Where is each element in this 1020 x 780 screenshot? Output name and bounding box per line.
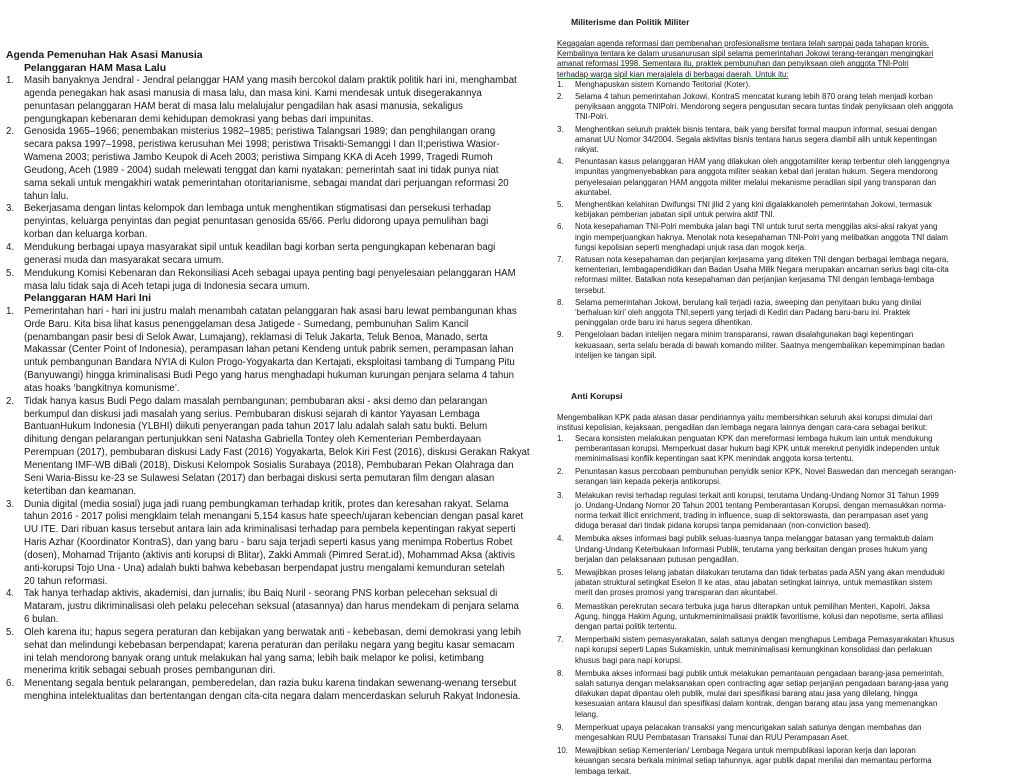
list-item-text-line: sehat dan melindungi kebebasan berpendapat; karena peraturan dan perilaku negara yang begitu kasar semacam <box>24 639 515 651</box>
list-item-text-line: 20 tahun reformasi. <box>24 575 108 587</box>
list-item-number: 3. <box>557 490 564 500</box>
list-item-text-line: Pemerintahan hari - hari ini justru malah menambah catatan pelanggaran hak asasi baru lewat pembangunan khas <box>24 305 517 317</box>
intro-text-line: terhadap warga sipil kian merajalela di berbagai daerah. Untuk itu: <box>557 69 789 79</box>
list-item <box>557 723 980 743</box>
left-column <box>6 50 534 704</box>
list-item-text-line: lelang. <box>575 709 599 719</box>
list-item-text-line: Tak hanya terhadap aktivis, akademisi, dan jurnalis; ibu Baiq Nuril - seorang PNS korban pelecehan seksual di <box>24 588 498 600</box>
list-item <box>557 434 980 465</box>
list-item-text-line: Secara konsisten melakukan penguatan KPK dan mereformasi lembaga hukum lain untuk mendukung <box>575 433 933 443</box>
list-item-text-line: ingin memperjuangkan haknya. Menolak nota kesepahaman TNI-Polri yang melibatkan anggota TNI dalam <box>575 232 948 242</box>
list-item-text-line: dilakukan dapat dipantau oleh publik, mulai dari spesifikasi barang atau jasa yang dilelang, hingga <box>575 689 918 699</box>
list-item <box>557 491 980 532</box>
list-item-text-line: keuangan secara berkala minimal setiap tahunnya, agar publik dapat menilai dan memantau performa <box>575 756 932 766</box>
list-item <box>6 242 534 268</box>
list-item <box>6 627 534 678</box>
anti-corruption-list <box>557 434 980 777</box>
list-item <box>6 75 534 126</box>
list-item <box>557 635 980 666</box>
list-item-text-line: jo. Undang-Undang Nomor 20 Tahun 2001 tentang Pemberantasan Korupsi, dengan memasukkan norma- <box>575 500 946 510</box>
list-item-text-line: pemberantasan korupsi. Memperkuat dasar hukum bagi KPK untuk merekrut penyidik independen untuk <box>575 443 940 453</box>
list-item <box>557 534 980 565</box>
list-item-text-line: akuntabel. <box>575 187 612 197</box>
list-item-text-line: tahun 2016 - 2017 polisi mengklaim telah menangani 5,154 kasus hate speech/ujaran kebencian dengan pasal karet <box>24 511 524 523</box>
list-item-text-line: salah satunya dengan melaksanakan open contracting agar setiap perjanjian pengadaan barang-jasa yang <box>575 678 949 688</box>
list-item <box>557 92 980 123</box>
list-item <box>557 330 980 361</box>
list-item-text-line: Perempuan (2017), pembubaran diskusi Lady Fast (2016) Yogyakarta, Belok Kiri Fest (2016), diskusi Gerakan Rakyat <box>24 447 530 459</box>
list-item-number: 6. <box>557 222 564 232</box>
list-item-text-line: Menentang IMF-WB diBali (2018), Diskusi Kelompok Sosialis Surabaya (2018), Pembubaran Pekan Olahraga dan <box>24 459 514 471</box>
list-item <box>557 467 980 487</box>
list-item-text-line: Wamena 2003; peristiwa Jambo Keupok di Aceh 2003; peristiwa Simpang KKA di Aceh 1999, Tragedi Rumoh <box>24 152 493 164</box>
list-item-text-line: lembaga terkait. <box>575 766 632 776</box>
list-item-text-line: untuk pembangunan Bandara NYIA di Kulon Progo-Yogyakarta dan Kertajati, eksploitasi tambang di Tumpang Pitu <box>24 357 515 369</box>
intro-text-line: Mengembalikan KPK pada alasan dasar pendiriannya yaitu membersihkan seluruh aksi korupsi dimulai dari <box>557 413 933 423</box>
list-item-text-line: fungsi kepolisian seperti menghadapi unjuk rasa dan mogok kerja. <box>575 242 807 252</box>
right-column <box>557 17 980 780</box>
list-item-text-line: Menghentikan seluruh praktek bisnis tentara, baik yang bersifat formal maupun informal, sesuai dengan <box>575 124 937 134</box>
list-item-text-line: secara paksa 1997–1998, peristiwa kerusuhan Mei 1998; peristiwa Trisakti-Semanggi I dan II;peristiwa Wasior- <box>24 139 500 151</box>
list-item-text-line: khusus bagi para napi korupsi. <box>575 655 683 665</box>
list-item-text-line: tersebut. <box>575 285 606 295</box>
list-item-text-line: anti-korupsi Tojo Una - Una) adalah bukti bahwa kebebasan berpendapat justru mengalami kemunduran setelah <box>24 562 505 574</box>
list-item-text-line: Menghentikan kelahiran Dwifungsi TNI jilid 2 yang kini digalakkanoleh pemerintahan Jokowi, termasuk <box>575 200 932 210</box>
list-item-text-line: Mewajibkan proses lelang jabatan dilakukan terutama dan tidak terbatas pada ASN yang akan menduduki <box>575 567 945 577</box>
list-item-number: 5. <box>557 200 564 210</box>
list-item-number: 7. <box>557 635 564 645</box>
list-item-text-line: tahun lalu. <box>24 190 69 202</box>
list-item-text-line: Menghapuskan sistem Komando Teritorial (Koter). <box>575 79 751 89</box>
list-item-text-line: Memperbaiki sistem pemasyarakatan, salah satunya dengan menghapus Lembaga Pemasyarakatan khusus <box>575 635 955 645</box>
list-item <box>6 396 534 499</box>
list-item-text-line: Mendukung berbagai upaya masyarakat sipil untuk keadilan bagi korban serta pengungkapan kebenaran bagi <box>24 241 496 253</box>
list-item <box>6 268 534 294</box>
document-title: Agenda Pemenuhan Hak Asasi Manusia <box>6 50 203 61</box>
list-item-text-line: mengesahkan RUU Pembatasan Transaksi Tunai dan RUU Perampasan Aset. <box>575 732 850 742</box>
list-item-text-line: Membuka akses informasi bagi publik seluas-luasnya tanpa melanggar batasan yang termaktub dalam <box>575 534 934 544</box>
list-item-number: 10. <box>557 746 568 756</box>
list-item-text-line: Pengelolaan badan intelijen negara minim transparansi, rawan disalahgunakan bagi kepentingan <box>575 330 914 340</box>
list-item-text-line: Agung, hingga Hakim Agung, untukmeminimalisasi praktik favoritisme, kolusi dan nepotisme, serta afiliasi <box>575 611 943 621</box>
list-item-text-line: intelijen ke tangan sipil. <box>575 350 657 360</box>
list-item-text-line: berjalan dan pelaksanaan putusan pengadilan. <box>575 554 739 564</box>
list-item-number: 2. <box>557 92 564 102</box>
list-item-text-line: peninggalan orde baru ini harus segera dihentikan. <box>575 318 753 328</box>
list-item-text-line: kekuasaan, serta selalu berada di bawah komando militer. Saatnya mengembalikan kepemimpinan badan <box>575 340 945 350</box>
list-item-text-line: (dosen), Mohamad Trijanto (aktivis anti korupsi di Blitar), Zakki Ammali (Pimred Serat.id), Mohammad Aksa (aktivis <box>24 549 515 561</box>
list-item <box>557 157 980 198</box>
list-item-text-line: Geudong, Aceh (1989 - 2004) sudah melewati tenggat dan kami nyatakan: pemerintah saat ini tidak punya niat <box>24 164 499 176</box>
list-item-text-line: Orde Baru. Kita bisa lihat kasus penenggelaman desa Jatigede - Sumedang, pembunuhan Salim Kancil <box>24 318 469 330</box>
list-item-number: 2. <box>6 126 15 138</box>
list-item-text-line: reformasi militer. Batalkan nota kesepahaman dan perjanjian kerjasama TNI dengan lembaga-lembaga <box>575 275 935 285</box>
list-item-text-line: meminimalisasi konflik kepentingan saat KPK menindak anggota korsa tertentu. <box>575 453 854 463</box>
section-heading-current-violations: Pelanggaran HAM Hari Ini <box>24 293 152 305</box>
list-item-text-line: dihitung dengan pelarangan pertunjukkan seni Natasha Gabriella Tontey oleh Kementerian Pemberdayaan <box>24 434 482 446</box>
list-item-number: 1. <box>557 433 564 443</box>
list-item <box>6 126 534 203</box>
list-item-text-line: Bekerjasama dengan lintas kelompok dan lembaga untuk menghentikan stigmatisasi dan persekusi terhadap <box>24 203 491 215</box>
list-item-number: 8. <box>557 668 564 678</box>
list-item-text-line: Masih banyaknya Jendral - Jendral pelanggar HAM yang masih bercokol dalam praktik politik hari ini, menghambat <box>24 75 517 86</box>
militarism-list <box>557 80 980 361</box>
list-item <box>557 80 980 90</box>
list-item-text-line: Mendukung Komisi Kebenaran dan Rekonsiliasi Aceh sebagai upaya penting bagi penyelesaian pelanggaran HAM <box>24 267 516 279</box>
list-item-text-line: BantuanHukum Indonesia (YLBHI) diikuti penyerangan pada tahun 2017 lalu adalah salah satu bukti. Belum <box>24 421 488 433</box>
list-item-text-line: ini telah mendorong banyak orang untuk melakukan hal yang sama; lebih baik melapor ke polisi, ketimbang <box>24 652 484 664</box>
list-item <box>6 588 534 627</box>
list-item-text-line: 6 bulan. <box>24 614 59 626</box>
list-item <box>557 669 980 720</box>
list-item-text-line: atas hoaks ‘bangkitnya komunisme’. <box>24 382 180 394</box>
militarism-intro <box>557 39 980 80</box>
list-item-text-line: Tidak hanya kasus Budi Pego dalam masalah pembangunan; pembubaran aksi - aksi demo dan pelarangan <box>24 395 488 407</box>
list-item-text-line: Nota kesepahaman TNI-Polri membuka jalan bagi TNI untuk turut serta menggilas aksi-aksi rakyat yang <box>575 222 938 232</box>
list-item-text-line: pengungkapan kebenaran demi kehidupan demokrasi yang bebas dari impunitas. <box>24 113 374 125</box>
list-item-text-line: Menentang segala bentuk pelarangan, pemberedelan, dan razia buku karena tindakan sewenang-wenang tersebut <box>24 678 517 690</box>
list-item-number: 8. <box>557 297 564 307</box>
list-item-text-line: ketertiban dan keamanan. <box>24 485 137 497</box>
list-item-text-line: ‘berhaluan kiri’ oleh anggota TNI,seperti yang terjadi di Kediri dan Padang baru-baru ini. Praktek <box>575 308 911 318</box>
past-violations-list <box>6 75 534 293</box>
list-item-number: 6. <box>6 678 15 690</box>
list-item-text-line: korban dan keluarga korban. <box>24 229 148 241</box>
list-item-text-line: penyintas, keluarga penyintas dan pegiat penuntasan genosida 65/66. Perlu didorong upaya pemulihan bagi <box>24 216 489 228</box>
list-item-text-line: Penuntasan kasus pelanggaran HAM yang dilakukan oleh anggotamiliter kerap terbentur oleh langgengnya <box>575 157 950 167</box>
list-item <box>557 568 980 599</box>
list-item-text-line: Seni Waria-Bissu ke-23 se Sulawesi Selatan (2017) dan berbagai diskusi serta pemutaran film dengan alasan <box>24 472 495 484</box>
list-item-text-line: kesesuaian antara klausul dan spesifikasi dalam kontrak, dengan barang atau jasa yang memenangkan <box>575 699 938 709</box>
list-item-text-line: penuntasan pelanggaran HAM berat di masa lalu melalujalur pengadilan hak asasi manusia, sekaligus <box>24 100 463 112</box>
list-item <box>6 203 534 242</box>
list-item <box>557 298 980 329</box>
list-item-number: 2. <box>6 395 15 407</box>
list-item-text-line: Melakukan revisi terhadap regulasi terkait anti korupsi, terutama Undang-Undang Nomor 31 Tahun 1999 <box>575 490 939 500</box>
list-item <box>6 306 534 396</box>
list-item <box>557 602 980 633</box>
list-item-text-line: generasi muda dan masyarakat secara umum. <box>24 254 224 266</box>
list-item-number: 4. <box>557 157 564 167</box>
list-item-text-line: Mewajibkan setiap Kementerian/ Lembaga Negara untuk mempublikasi laporan kerja dan laporan <box>575 746 916 756</box>
list-item <box>557 222 980 253</box>
list-item-text-line: menerima kritik sebagai sebuah proses pembangunan diri. <box>24 665 276 677</box>
list-item <box>557 200 980 220</box>
list-item-text-line: Memastikan perekrutan secara terbuka juga harus diterapkan untuk pemilihan Menteri, Kapolri, Jaksa <box>575 601 930 611</box>
list-item-text-line: diduga berasal dari tindak pidana korupsi tanpa pemidanaan (non-conviction based). <box>575 521 871 531</box>
list-item-text-line: Genosida 1965–1966; penembakan misterius 1982–1985; peristiwa Talangsari 1989; dan penghilangan orang <box>24 126 496 138</box>
list-item-text-line: penyiksaan anggota TNIPolri. Mendorong segera pengusutan secara tuntas tindak penyiksaan oleh anggota <box>575 102 953 112</box>
list-item-text-line: berkumpul dan diskusi jadi masalah yang serius. Pembubaran diskusi sejarah di kantor Yayasan Lembaga <box>24 408 480 420</box>
list-item-number: 1. <box>6 75 15 86</box>
list-item-text-line: Memperkuat upaya pelacakan transaksi yang mencurigakan salah satunya dengan membahas dan <box>575 722 922 732</box>
list-item <box>6 499 534 589</box>
list-item-text-line: Membuka akses informasi bagi publik untuk melakukan pemantauan pengadaan barang-jasa pemerintah, <box>575 668 944 678</box>
list-item-number: 5. <box>6 626 15 638</box>
list-item-text-line: Ratusan nota kesepahaman dan perjanjian kerjasama yang diteken TNI dengan berbagai lembaga negara, <box>575 255 949 265</box>
list-item-text-line: TNI-Polri. <box>575 112 609 122</box>
list-item-text-line: amanat UU Nomor 34/2004. Segala aktivitas bisnis tentara harus segera diambil alih untuk kepentingan <box>575 134 937 144</box>
list-item-text-line: (penambangan pasir besi di Selok Awar, Lumajang), reklamasi di Teluk Jakarta, Teluk Benoa, Manado, serta <box>24 331 488 343</box>
list-item-text-line: serangan lain kepada pekerja antikorupsi. <box>575 477 722 487</box>
list-item-text-line: penyelesaian pelanggaran HAM anggota militer melalui mekanisme peradilan sipil yang transparan dan <box>575 177 936 187</box>
list-item-text-line: Makassar (Center Point of Indonesia), perampasan lahan petani Kendeng untuk pabrik semen, perampasan lahan <box>24 344 514 356</box>
section-heading-past-violations: Pelanggaran HAM Masa Lalu <box>24 62 167 74</box>
intro-text-line: amanat reformasi 1998. Sementara itu, praktek pembunuhan dan penyiksaan oleh anggota TNI-Polri <box>557 59 909 69</box>
list-item-number: 5. <box>6 267 15 279</box>
list-item-text-line: impunitas yangmenyebabkan para anggota militer seakan kebal dari jeratan hukum. Segera mendorong <box>575 167 938 177</box>
list-item-text-line: norma terkait illicit enrichment, trading in influence, suap di sektorswasta, dan perampasan aset yang <box>575 510 929 520</box>
list-item-number: 2. <box>557 467 564 477</box>
list-item-text-line: Dunia digital (media sosial) juga jadi ruang pembungkaman terhadap kritik, protes dan keresahan rakyat. Selama <box>24 498 509 510</box>
list-item-text-line: masa lalu tidak saja di Aceh tetapi juga di Indonesia secara umum. <box>24 280 310 292</box>
list-item-number: 1. <box>557 79 564 89</box>
intro-text-line: Kegagalan agenda reformasi dan pembenahan profesionalisme tentara telah sampai pada tahapan kronis. <box>557 39 929 48</box>
list-item-text-line: Selama 4 tahun pemerintahan Jokowi, KontraS mencatat kurang lebih 870 orang telah menjadi korban <box>575 92 933 102</box>
list-item-number: 3. <box>557 124 564 134</box>
section-heading-anti-corruption: Anti Korupsi <box>571 391 623 402</box>
list-item-number: 4. <box>557 534 564 544</box>
list-item-text-line: agenda penegakan hak asasi manusia di masa lalu, dan masa kini. Kami mendesak untuk disegerakannya <box>24 87 482 99</box>
list-item-text-line: (Banyuwangi) hingga kriminalisasi Budi Pego yang harus menghadapi hukuman kurungan penjara selama 4 tahun <box>24 370 515 382</box>
list-item-text-line: dengan partai politik tertentu. <box>575 621 677 631</box>
list-item-text-line: Oleh karena itu; hapus segera peraturan dan kebijakan yang berwatak anti - kebebasan, demi demokrasi yang lebih <box>24 626 522 638</box>
list-item <box>557 746 980 777</box>
list-item <box>557 125 980 156</box>
list-item-number: 6. <box>557 601 564 611</box>
list-item-text-line: Haris Azhar (Koordinator KontraS), dan yang baru - baru saja terjadi seperti kasus yang menimpa Robertus Robet <box>24 537 513 549</box>
list-item-text-line: Mataram, justru dikriminalisasi oleh pelaku pelecehan seksual (atasannya) dan harus mendekam di penjara selama <box>24 601 519 613</box>
list-item-text-line: Selama pemerintahan Jokowi, berulang kali terjadi razia, sweeping dan penyitaan buku yang dinilai <box>575 297 922 307</box>
list-item-number: 1. <box>6 305 15 317</box>
anti-corruption-intro <box>557 413 980 433</box>
intro-text-line: Kembalinya tentara ke dalam urusanurusan sipil selama pemerintahan Jokowi terang-terangan mengingkari <box>557 49 934 59</box>
list-item-text-line: merit dan proses promosi yang transparan dan akuntabel. <box>575 588 778 598</box>
list-item-number: 4. <box>6 588 15 600</box>
list-item-text-line: sama sekali untuk mengakhiri watak pemerintahan otoritarianisme, sebagai mandat dari perjuangan reformasi 20 <box>24 177 509 189</box>
list-item-text-line: jabatan struktural setingkat Eselon II ke atas, atau jabatan setingkat lainnya, untuk memastikan sistem <box>575 578 933 588</box>
list-item-number: 5. <box>557 567 564 577</box>
section-heading-militarism: Militerisme dan Politik Militer <box>571 17 690 27</box>
list-item-text-line: napi korupsi seperti Lapas Sukamiskin, untuk meminimalisasi kemungkinan konsolidasi dan perlakuan <box>575 645 933 655</box>
list-item-number: 3. <box>6 498 15 510</box>
list-item-text-line: kementerian, lembagapendidikan dan Badan Usaha Milik Negara merupakan ancaman serius bagi cita-cita <box>575 265 949 275</box>
current-violations-list <box>6 306 534 704</box>
list-item-text-line: rakyat. <box>575 145 599 155</box>
list-item-text-line: UU ITE. Dari ribuan kasus tersebut antara lain ada kriminalisasi terhadap para pembela kepentingan rakyat seperti <box>24 524 516 536</box>
list-item-text-line: menghina intelektualitas dan bertentangan dengan cita-cita negara dalam mencerdaskan seluruh Rakyat Indonesia. <box>24 691 521 703</box>
list-item-text-line: Penuntasan kasus percobaan pembunuhan penyidik senior KPK, Novel Baswedan dan mencegah serangan- <box>575 467 957 477</box>
list-item-text-line: Undang-Undang Keterbukaan Informasi Publik, terutama yang berkaitan dengan proses hukum yang <box>575 544 928 554</box>
list-item-number: 4. <box>6 241 15 253</box>
list-item-number: 7. <box>557 255 564 265</box>
list-item <box>557 255 980 296</box>
list-item <box>6 678 534 704</box>
intro-text-line: institusi kepolisian, kejaksaan, pengadilan dan lembaga negara lainnya dengan cara-cara sebagai berikut: <box>557 423 928 433</box>
list-item-number: 9. <box>557 722 564 732</box>
list-item-text-line: kebijakan pemberian jabatan sipil untuk perwira aktif TNI. <box>575 210 775 220</box>
list-item-number: 3. <box>6 203 15 215</box>
list-item-number: 9. <box>557 330 564 340</box>
